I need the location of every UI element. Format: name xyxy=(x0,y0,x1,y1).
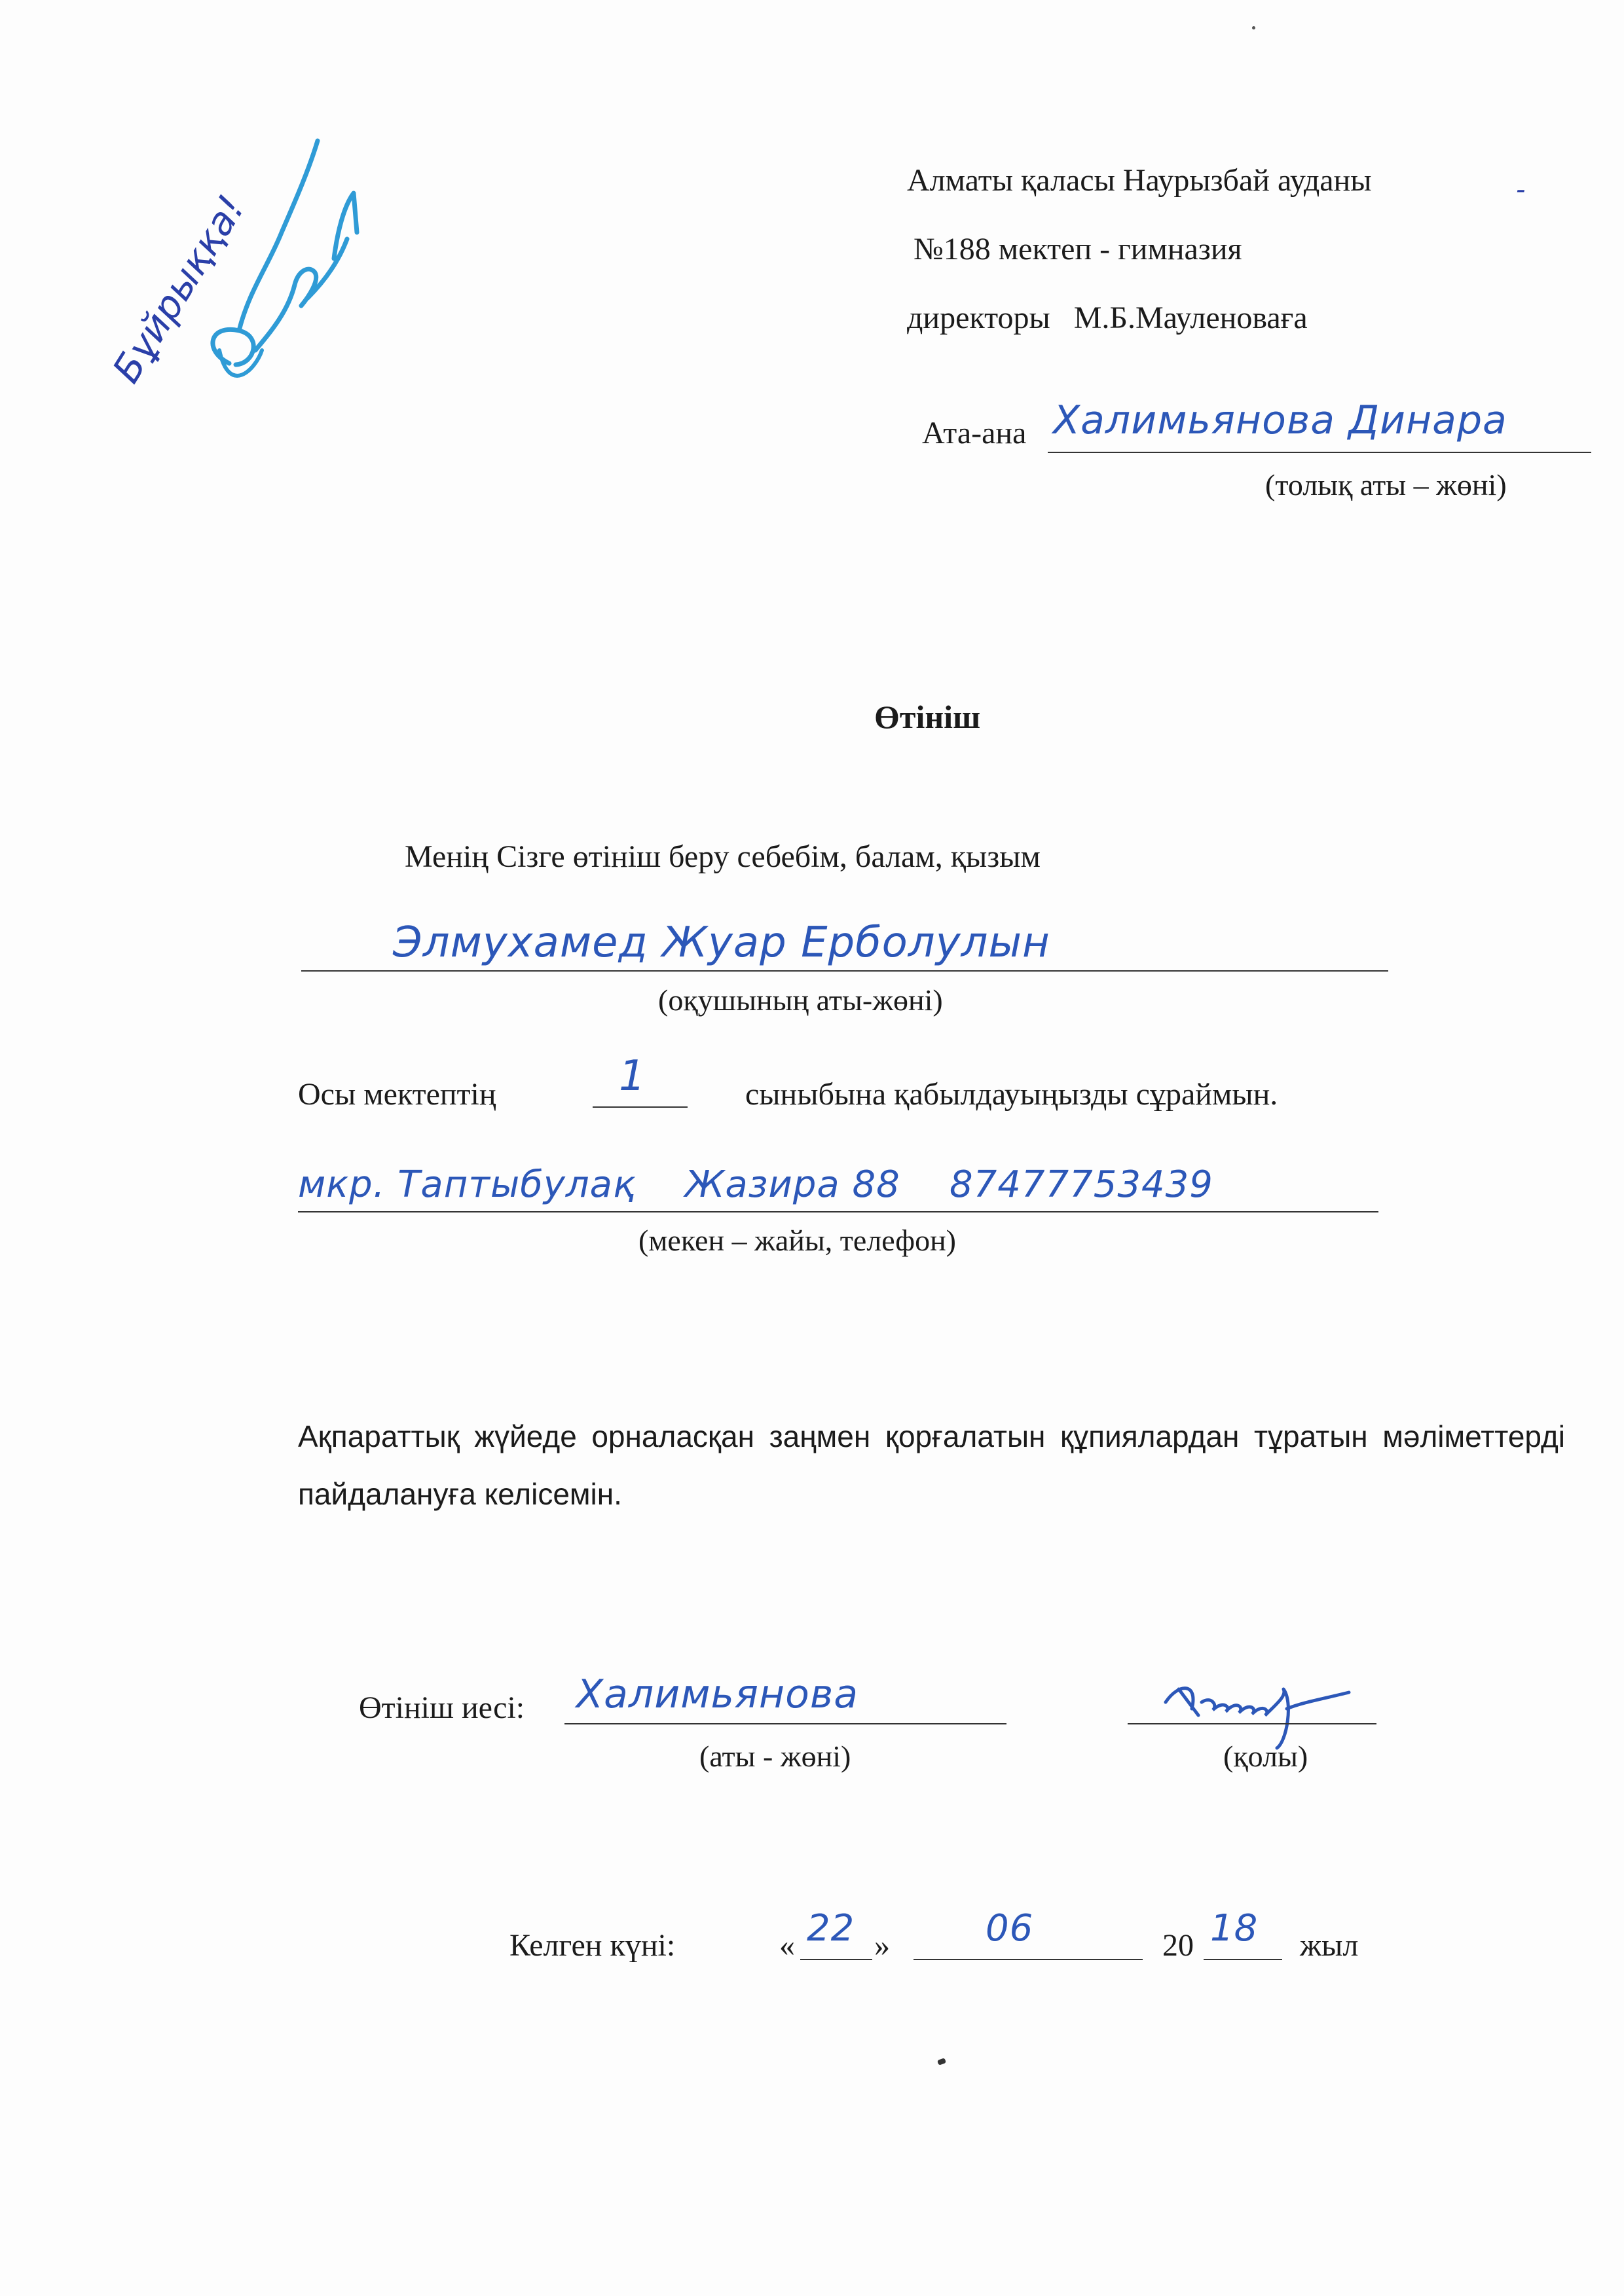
parent-name-line xyxy=(1048,452,1591,453)
signature-line xyxy=(1128,1723,1376,1724)
class-suffix: сыныбына қабылдауыңызды сұраймын. xyxy=(745,1077,1278,1112)
scan-speck xyxy=(1252,26,1255,29)
date-label: Келген күні: xyxy=(509,1928,676,1963)
applicant-name-line xyxy=(564,1723,1006,1724)
date-month: 06 xyxy=(986,1907,1034,1950)
addressee-line-1: Алматы қаласы Наурызбай ауданы xyxy=(907,163,1372,198)
svg-text:Бұйрыққа!: Бұйрыққа! xyxy=(103,187,254,391)
consent-paragraph: Ақпараттық жүйеде орналасқан заңмен қорғалатын құпиялардан тұратын мәліметтерді пайдалануға келісемін. xyxy=(298,1419,1565,1511)
date-quote-open: « xyxy=(779,1928,795,1963)
student-name: Элмухамед Жуар Ерболулын xyxy=(393,919,1050,967)
class-number-line xyxy=(593,1106,688,1108)
addressee-line-3: директоры М.Б.Мауленоваға xyxy=(907,301,1308,335)
applicant-label: Өтініш иесі: xyxy=(359,1690,525,1725)
parent-name: Халимьянова Динара xyxy=(1053,397,1507,443)
margin-mark: - xyxy=(1516,175,1526,205)
handwritten-signature-icon xyxy=(98,134,426,435)
date-quote-close: » xyxy=(874,1928,890,1963)
addressee-line-2: №188 мектеп - гимназия xyxy=(913,232,1242,266)
signature-caption: (қолы) xyxy=(1223,1740,1308,1773)
address-phone: мкр. Таптыбулақ Жазира 88 87477753439 xyxy=(298,1163,1213,1206)
address-caption: (мекен – жайы, телефон) xyxy=(638,1224,956,1257)
date-month-line xyxy=(913,1959,1143,1960)
date-day: 22 xyxy=(807,1907,855,1950)
document-title: Өтініш xyxy=(874,699,981,735)
address-line xyxy=(298,1211,1378,1212)
date-year-suffix: 18 xyxy=(1210,1907,1259,1950)
parent-caption: (толық аты – жөні) xyxy=(1265,468,1507,501)
date-year-line xyxy=(1204,1959,1282,1960)
intro-line: Менің Сізге өтініш беру себебім, балам, қызым xyxy=(405,839,1041,874)
date-year-word: жыл xyxy=(1300,1928,1359,1963)
applicant-name: Халимьянова xyxy=(576,1671,858,1717)
student-caption: (оқушының аты-жөні) xyxy=(658,983,943,1017)
name-caption: (аты - жөні) xyxy=(699,1740,851,1773)
class-number: 1 xyxy=(619,1052,646,1101)
student-name-line xyxy=(301,970,1388,972)
date-year-prefix: 20 xyxy=(1162,1928,1194,1963)
date-day-line xyxy=(800,1959,872,1960)
parent-label: Ата-ана xyxy=(922,416,1027,450)
scan-speck xyxy=(937,2058,946,2066)
class-prefix: Осы мектептің xyxy=(298,1077,496,1112)
